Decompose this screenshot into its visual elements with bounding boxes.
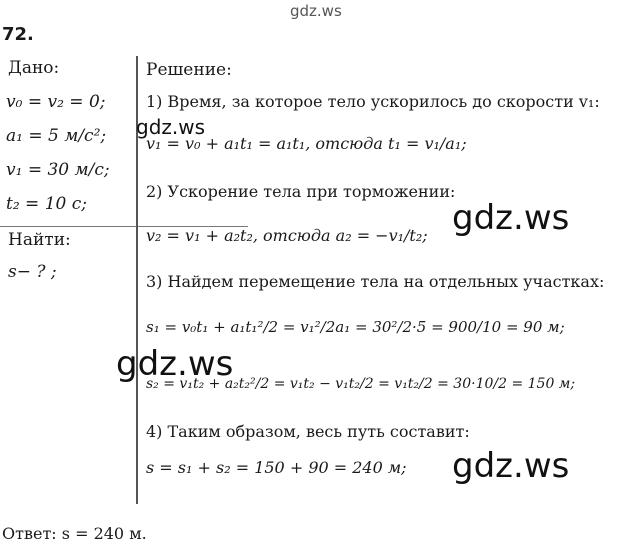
equation-1: v₁ = v₀ + a₁t₁ = a₁t₁, отсюда t₁ = v₁/a₁; <box>146 134 467 153</box>
given-line-4: t₂ = 10 с; <box>6 194 87 214</box>
given-title: Дано: <box>8 58 60 78</box>
given-line-2: a₁ = 5 м/с²; <box>6 126 107 146</box>
solution-step-4: 4) Таким образом, весь путь составит: <box>146 422 470 441</box>
solution-step-2: 2) Ускорение тела при торможении: <box>146 182 456 201</box>
find-title: Найти: <box>8 230 71 250</box>
equation-5: s = s₁ + s₂ = 150 + 90 = 240 м; <box>146 458 407 477</box>
watermark-1: gdz.ws <box>136 115 206 139</box>
problem-number: 72. <box>2 24 34 45</box>
equation-3: s₁ = v₀t₁ + a₁t₁²/2 = v₁²/2a₁ = 30²/2·5 = 900/10 = 90 м; <box>146 318 565 336</box>
equation-4: s₂ = v₁t₂ + a₂t₂²/2 = v₁t₂ − v₁t₂/2 = v₁t₂/2 = 30·10/2 = 150 м; <box>146 376 576 392</box>
equation-2: v₂ = v₁ + a₂t₂, отсюда a₂ = −v₁/t₂; <box>146 226 428 245</box>
solution-title: Решение: <box>146 60 232 80</box>
watermark-3: gdz.ws <box>116 344 234 384</box>
solution-step-3: 3) Найдем перемещение тела на отдельных участках: <box>146 272 605 291</box>
given-line-1: v₀ = v₂ = 0; <box>6 92 106 112</box>
given-line-3: v₁ = 30 м/с; <box>6 160 110 180</box>
solution-step-1: 1) Время, за которое тело ускорилось до скорости v₁: <box>146 92 600 111</box>
watermark-2: gdz.ws <box>452 198 570 238</box>
answer: Ответ: s = 240 м. <box>2 524 147 543</box>
watermark-top: gdz.ws <box>290 2 342 20</box>
find-line: s− ? ; <box>8 262 57 282</box>
watermark-4: gdz.ws <box>452 446 570 486</box>
